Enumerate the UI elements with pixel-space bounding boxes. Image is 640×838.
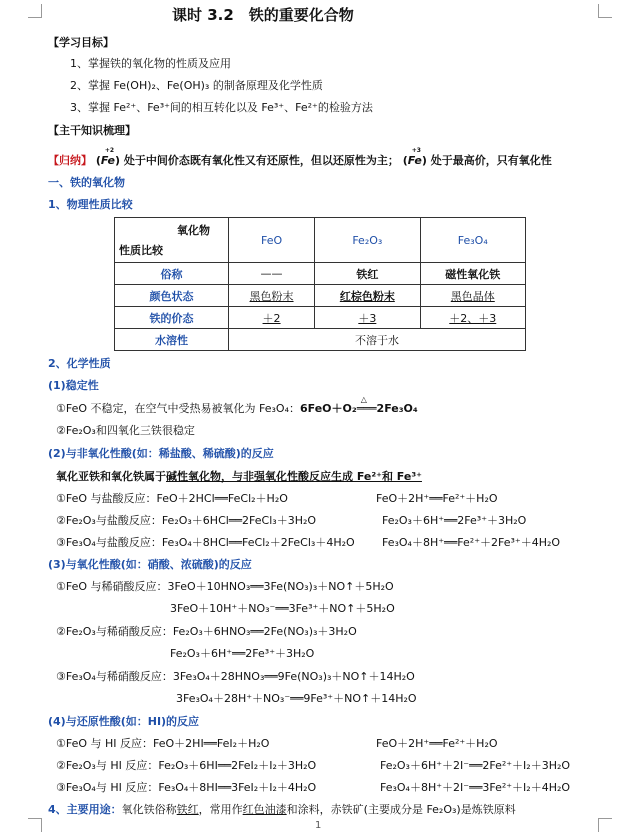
table-header: Fe₂O₃ [315,218,420,263]
page-number: 1 [315,820,322,831]
uses-line: 4、主要用途：氧化铁俗称铁红，常用作红色油漆和涂料，赤铁矿(主要成分是 Fe₂O₃)是炼铁原料 [48,803,516,816]
equation-line: ③Fe₃O₄与稀硝酸反应：3Fe₃O₄＋28HNO₃══9Fe(NO₃)₃＋NO↑＋14H₂O [56,670,415,683]
redacid-heading: (4)与还原性酸(如：HI)的反应 [48,715,200,728]
equation-left: ①FeO 与盐酸反应：FeO＋2HCl══FeCl₂＋H₂O [56,492,288,505]
table-header: Fe₃O₄ [420,218,525,263]
table-row: 颜色状态 黑色粉末 红棕色粉末 黑色晶体 [115,285,526,307]
equation-line: ②Fe₂O₃与稀硝酸反应：Fe₂O₃＋6HNO₃══2Fe(NO₃)₃＋3H₂O [56,625,357,638]
table-header: FeO [229,218,315,263]
equation-right: Fe₃O₄＋8H⁺══Fe²⁺＋2Fe³⁺＋4H₂O [382,536,561,549]
table-row: 俗称 —— 铁红 磁性氧化铁 [115,263,526,285]
equation-right: Fe₂O₃＋6H⁺＋2I⁻══2Fe²⁺＋I₂＋3H₂O [380,759,571,772]
oxacid-heading: (3)与氧化性酸(如：硝酸、浓硫酸)的反应 [48,558,252,571]
property-table [114,217,526,351]
equation-line: ①FeO 与稀硝酸反应：3FeO＋10HNO₃══3Fe(NO₃)₃＋NO↑＋5H₂O [56,580,394,593]
table-corner: 氧化物 性质比较 [115,218,229,263]
summary-tag: 【归纳】 [48,154,92,167]
equation-right: FeO＋2H⁺══Fe²⁺＋H₂O [376,737,498,750]
equation-line: 3Fe₃O₄＋28H⁺＋NO₃⁻══9Fe³⁺＋NO↑＋14H₂O [176,692,417,705]
nonox-note: 氧化亚铁和氧化铁属于碱性氧化物，与非强氧化性酸反应生成 Fe²⁺和 Fe³⁺ [56,470,422,483]
goal-item: 3、掌握 Fe²⁺、Fe³⁺间的相互转化以及 Fe³⁺、Fe²⁺的检验方法 [70,101,373,114]
fe-plus2-symbol: +2 Fe [100,147,115,167]
table-row: 水溶性 不溶于水 [115,329,526,351]
page-title: 课时 3.2 铁的重要化合物 [172,6,354,24]
equation-left: ③Fe₃O₄与盐酸反应：Fe₃O₄＋8HCl══FeCl₂＋2FeCl₃＋4H₂O [56,536,355,549]
equation-line: 3FeO＋10H⁺＋NO₃⁻══3Fe³⁺＋NO↑＋5H₂O [170,602,395,615]
equation-left: ③Fe₃O₄与 HI 反应：Fe₃O₄＋8HI══3FeI₂＋I₂＋4H₂O [56,781,317,794]
nonox-heading: (2)与非氧化性酸(如：稀盐酸、稀硫酸)的反应 [48,447,274,460]
goal-item: 2、掌握 Fe(OH)₂、Fe(OH)₃ 的制备原理及化学性质 [70,79,323,92]
goals-heading: 【学习目标】 [48,36,114,49]
summary-part2: 处于最高价，只有氧化性 [430,154,552,167]
sub-physical: 1、物理性质比较 [48,198,133,211]
equation-left: ①FeO 与 HI 反应：FeO＋2HI══FeI₂＋H₂O [56,737,270,750]
corner-mark [598,4,612,18]
summary-part1: 处于中间价态既有氧化性又有还原性，但以还原性为主； [123,154,399,167]
main-heading: 【主干知识梳理】 [48,124,136,137]
equation-right: Fe₃O₄＋8H⁺＋2I⁻══3Fe²⁺＋I₂＋4H₂O [380,781,571,794]
stability-heading: (1)稳定性 [48,379,99,392]
goal-item: 1、掌握铁的氧化物的性质及应用 [70,57,231,70]
stability-line: ①FeO 不稳定，在空气中受热易被氧化为 Fe₃O₄：6FeO＋O₂ △ ═══2Fe₃O₄ [56,395,418,415]
sub-chemical: 2、化学性质 [48,357,111,370]
corner-mark [28,818,42,832]
section-oxides: 一、铁的氧化物 [48,176,125,189]
corner-mark [28,4,42,18]
fe-plus3-symbol: +3 Fe [407,147,422,167]
corner-mark [598,818,612,832]
table-row: 铁的价态 ＋2 ＋3 ＋2、＋3 [115,307,526,329]
summary-line: 【归纳】 ( +2 Fe) 处于中间价态既有氧化性又有还原性，但以还原性为主； ( +3 Fe) 处于最高价，只有氧化性 [48,147,552,167]
equation-right: FeO＋2H⁺══Fe²⁺＋H₂O [376,492,498,505]
equation-right: Fe₂O₃＋6H⁺══2Fe³⁺＋3H₂O [382,514,527,527]
stability-line: ②Fe₂O₃和四氧化三铁很稳定 [56,424,195,437]
equation-left: ②Fe₂O₃与 HI 反应：Fe₂O₃＋6HI══2FeI₂＋I₂＋3H₂O [56,759,317,772]
equation-line: Fe₂O₃＋6H⁺══2Fe³⁺＋3H₂O [170,647,315,660]
equation-left: ②Fe₂O₃与盐酸反应：Fe₂O₃＋6HCl══2FeCl₃＋3H₂O [56,514,317,527]
